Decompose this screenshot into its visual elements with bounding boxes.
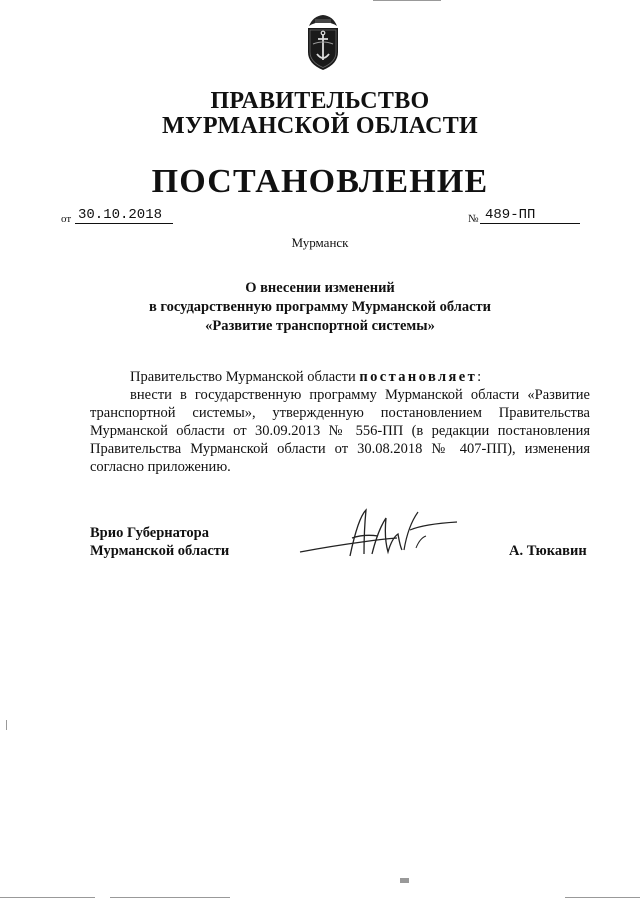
body-text: внести в государственную программу Мурманской области «Развитие транспортной системы», утвержденную постановлением Правительства Мурманской области от 30.09.2013 № 556-ПП (в редакции постановления Правительства Мурманской области от 30.08.2018 № 407-ПП), изменения согласно приложению. [90,387,590,475]
date-prefix: от [61,213,72,225]
subject-line2: в государственную программу Мурманской области [148,299,492,315]
org-name-line1: ПРАВИТЕЛЬСТВО [210,88,430,114]
scan-mark-left [6,720,7,730]
scan-mark-dot [400,878,409,883]
signer-title-line1: Врио Губернатора [90,525,209,541]
scan-mark-top [373,0,441,1]
signer-title-line2: Мурманской области [90,543,230,559]
preamble-end: : [477,369,482,385]
document-type-title: ПОСТАНОВЛЕНИЕ [151,163,489,200]
preamble-emphasis: постановляет [359,369,478,385]
preamble [130,368,590,386]
document-date: 30.10.2018 [78,207,163,223]
document-body [90,368,590,476]
scan-mark-bottom-left [0,897,95,898]
document-number: 489-ПП [485,207,536,223]
preamble-start: Правительство Мурманской области [130,369,360,385]
coat-of-arms-icon [303,12,343,72]
handwritten-signature [292,508,462,568]
number-prefix: № [468,213,479,225]
subject-line3: «Развитие транспортной системы» [205,318,435,334]
city-name: Мурманск [291,235,349,250]
scan-mark-bottom-middle [110,897,230,898]
signer-name: А. Тюкавин [509,543,587,559]
scan-mark-bottom-right [565,897,640,898]
org-name-line2: МУРМАНСКОЙ ОБЛАСТИ [162,113,478,139]
date-underline [75,223,173,224]
subject-line1: О внесении изменений [245,280,395,296]
number-underline [480,223,580,224]
